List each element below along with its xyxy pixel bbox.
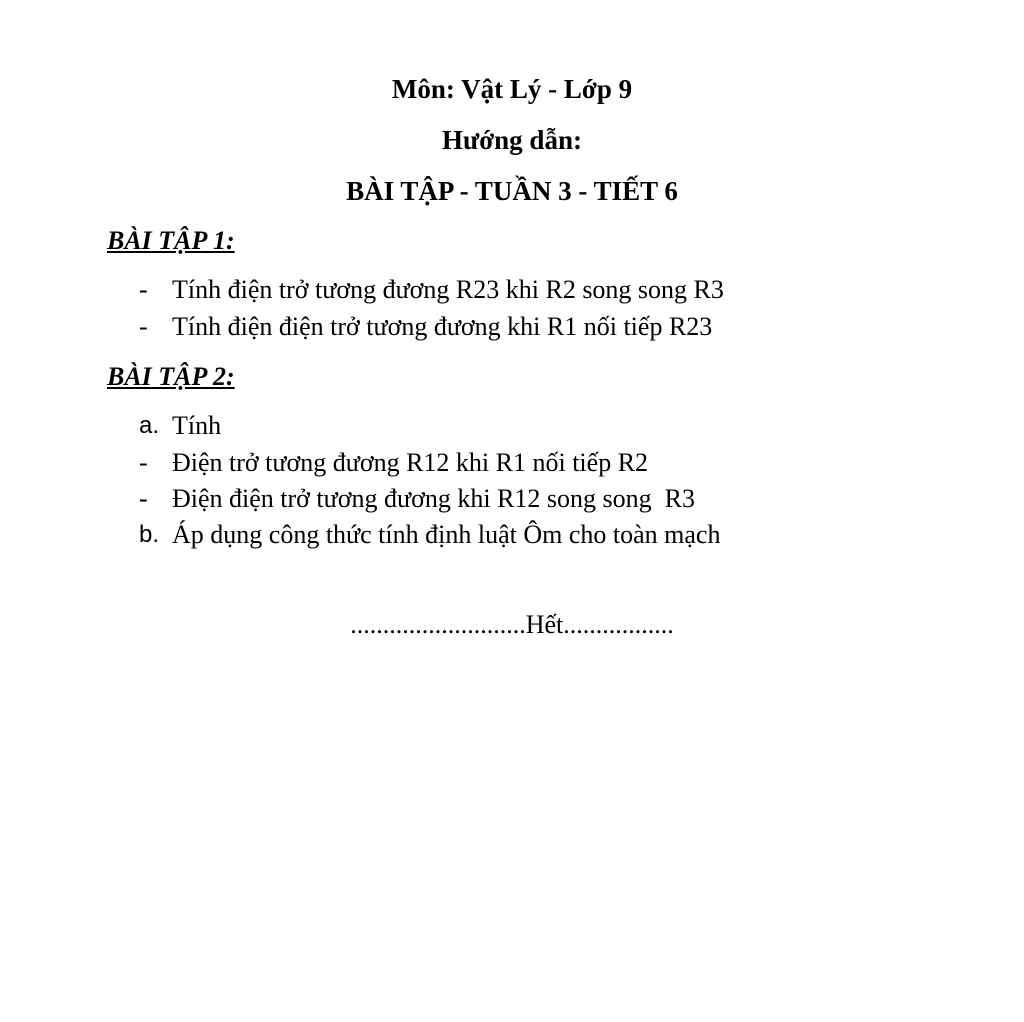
subject-line: Môn: Vật Lý - Lớp 9 — [391, 74, 633, 104]
list-item-text: Tính điện trở tương đương R23 khi R2 song song R3 — [172, 275, 724, 304]
exercise-2-heading: BÀI TẬP 2: — [107, 362, 235, 391]
list-item-text: Áp dụng công thức tính định luật Ôm cho toàn mạch — [172, 520, 721, 549]
list-marker: b. — [139, 521, 160, 548]
list-item-text: Tính — [172, 411, 222, 440]
list-marker: - — [139, 275, 148, 304]
guide-line: Hướng dẫn: — [442, 125, 582, 155]
list-marker: - — [139, 448, 148, 477]
list-item-text: Tính điện điện trở tương đương khi R1 nối tiếp R23 — [172, 312, 713, 341]
document-title: BÀI TẬP - TUẦN 3 - TIẾT 6 — [346, 176, 678, 206]
list-item-text: Điện điện trở tương đương khi R12 song song R3 — [172, 484, 695, 513]
list-marker: a. — [139, 412, 160, 439]
list-item-text: Điện trở tương đương R12 khi R1 nối tiếp R2 — [172, 448, 649, 477]
list-marker: - — [139, 312, 148, 341]
exercise-1-heading: BÀI TẬP 1: — [107, 226, 235, 255]
list-marker: - — [139, 484, 148, 513]
end-marker: ...........................Hết................. — [350, 610, 674, 639]
